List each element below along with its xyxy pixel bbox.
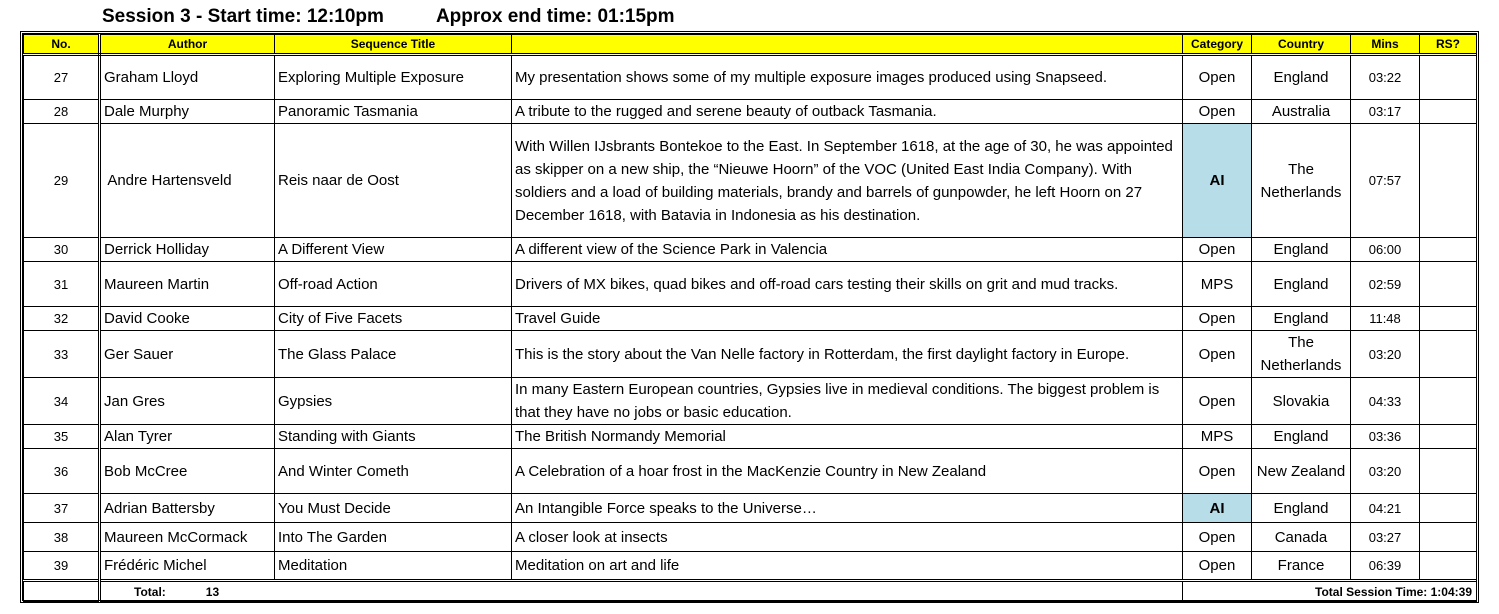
row-no: 35 [24,425,100,449]
row-country: England [1252,494,1351,523]
row-title: And Winter Cometh [275,449,512,494]
row-mins: 06:39 [1351,552,1420,581]
col-header-title: Sequence Title [275,35,512,55]
total-session-time [1183,581,1477,602]
row-rs [1420,55,1477,100]
row-rs [1420,523,1477,552]
row-mins: 03:17 [1351,100,1420,124]
row-author: Andre Hartensveld [100,124,275,238]
table-row [24,307,1477,331]
header-row [24,35,1477,55]
row-description: A different view of the Science Park in Valencia [512,238,1183,262]
row-category: AI [1183,494,1252,523]
schedule-table-frame [20,31,1479,603]
row-title: Gypsies [275,378,512,425]
row-mins: 11:48 [1351,307,1420,331]
row-rs [1420,331,1477,378]
row-no: 33 [24,331,100,378]
row-description: My presentation shows some of my multiple exposure images produced using Snapseed. [512,55,1183,100]
table-row [24,552,1477,581]
table-row [24,124,1477,238]
row-author: Jan Gres [100,378,275,425]
row-description: Travel Guide [512,307,1183,331]
col-header-country: Country [1252,35,1351,55]
row-rs [1420,449,1477,494]
totals-row [24,581,1477,602]
row-description: An Intangible Force speaks to the Universe… [512,494,1183,523]
total-label: Total: [134,584,166,599]
row-country: England [1252,262,1351,307]
row-title: The Glass Palace [275,331,512,378]
row-country: France [1252,552,1351,581]
row-no: 37 [24,494,100,523]
row-description: This is the story about the Van Nelle factory in Rotterdam, the first daylight factory in Europe. [512,331,1183,378]
row-rs [1420,262,1477,307]
row-title: Standing with Giants [275,425,512,449]
row-country: The Netherlands [1252,124,1351,238]
row-author: Derrick Holliday [100,238,275,262]
row-country: England [1252,307,1351,331]
row-country: England [1252,425,1351,449]
row-title: Into The Garden [275,523,512,552]
row-description: In many Eastern European countries, Gypsies live in medieval conditions. The biggest problem is that they have no jobs or basic education. [512,378,1183,425]
row-category: Open [1183,378,1252,425]
table-row [24,100,1477,124]
row-author: Graham Lloyd [100,55,275,100]
row-no: 38 [24,523,100,552]
row-rs [1420,238,1477,262]
row-rs [1420,378,1477,425]
row-rs [1420,307,1477,331]
col-header-description [512,35,1183,55]
row-mins: 06:00 [1351,238,1420,262]
row-no: 29 [24,124,100,238]
row-author: Maureen McCormack [100,523,275,552]
session-time-value: 1:04:39 [1430,584,1472,599]
session-header [102,5,675,29]
row-author: Alan Tyrer [100,425,275,449]
row-no: 27 [24,55,100,100]
row-title: Off-road Action [275,262,512,307]
schedule-table [23,34,1477,602]
row-rs [1420,100,1477,124]
totals-spacer [24,581,100,602]
table-row [24,425,1477,449]
row-mins: 03:20 [1351,449,1420,494]
col-header-category: Category [1183,35,1252,55]
row-category: Open [1183,552,1252,581]
row-mins: 03:36 [1351,425,1420,449]
col-header-rs: RS? [1420,35,1477,55]
row-no: 30 [24,238,100,262]
row-category: Open [1183,55,1252,100]
col-header-no: No. [24,35,100,55]
row-no: 34 [24,378,100,425]
row-mins: 03:20 [1351,331,1420,378]
row-mins: 03:22 [1351,55,1420,100]
session-time-label: Total Session Time: [1315,584,1428,599]
table-row [24,494,1477,523]
row-description: A closer look at insects [512,523,1183,552]
row-mins: 04:33 [1351,378,1420,425]
row-title: Meditation [275,552,512,581]
row-description: With Willen IJsbrants Bontekoe to the East. In September 1618, at the age of 30, he was appointed as skipper on a new ship, the “Nieuwe Hoorn” of the VOC (United East India Company). With soldiers and a load of building materials, brandy and barrels of gunpowder, he left Hoorn on 27 December 1618, with Batavia in Indonesia as his destination. [512,124,1183,238]
row-title: A Different View [275,238,512,262]
table-row [24,523,1477,552]
row-no: 39 [24,552,100,581]
row-mins: 07:57 [1351,124,1420,238]
row-category: Open [1183,238,1252,262]
row-category: MPS [1183,262,1252,307]
row-category: Open [1183,523,1252,552]
row-author: Bob McCree [100,449,275,494]
row-description: The British Normandy Memorial [512,425,1183,449]
row-rs [1420,425,1477,449]
table-row [24,238,1477,262]
row-description: A Celebration of a hoar frost in the MacKenzie Country in New Zealand [512,449,1183,494]
table-row [24,262,1477,307]
row-category: Open [1183,331,1252,378]
table-row [24,449,1477,494]
row-title: You Must Decide [275,494,512,523]
row-author: Adrian Battersby [100,494,275,523]
table-row [24,55,1477,100]
row-author: Maureen Martin [100,262,275,307]
total-count-value: 13 [205,584,220,599]
session-end-time: Approx end time: 01:15pm [435,6,675,27]
row-author: Ger Sauer [100,331,275,378]
row-category: Open [1183,100,1252,124]
row-title: City of Five Facets [275,307,512,331]
col-header-author: Author [100,35,275,55]
row-title: Exploring Multiple Exposure [275,55,512,100]
row-description: A tribute to the rugged and serene beauty of outback Tasmania. [512,100,1183,124]
row-description: Drivers of MX bikes, quad bikes and off-road cars testing their skills on grit and mud tracks. [512,262,1183,307]
row-country: England [1252,238,1351,262]
table-row [24,378,1477,425]
session-start-time: Session 3 - Start time: 12:10pm [102,6,384,27]
row-country: Australia [1252,100,1351,124]
row-country: Canada [1252,523,1351,552]
row-country: England [1252,55,1351,100]
col-header-mins: Mins [1351,35,1420,55]
row-category: Open [1183,449,1252,494]
row-title: Reis naar de Oost [275,124,512,238]
row-category: Open [1183,307,1252,331]
row-no: 28 [24,100,100,124]
row-no: 32 [24,307,100,331]
total-count [100,581,1183,602]
row-category: AI [1183,124,1252,238]
row-rs [1420,124,1477,238]
row-title: Panoramic Tasmania [275,100,512,124]
row-country: Slovakia [1252,378,1351,425]
row-description: Meditation on art and life [512,552,1183,581]
row-category: MPS [1183,425,1252,449]
row-author: David Cooke [100,307,275,331]
row-rs [1420,552,1477,581]
row-mins: 02:59 [1351,262,1420,307]
row-country: New Zealand [1252,449,1351,494]
row-mins: 03:27 [1351,523,1420,552]
row-mins: 04:21 [1351,494,1420,523]
row-no: 31 [24,262,100,307]
row-no: 36 [24,449,100,494]
table-row [24,331,1477,378]
row-author: Dale Murphy [100,100,275,124]
row-country: The Netherlands [1252,331,1351,378]
row-rs [1420,494,1477,523]
row-author: Frédéric Michel [100,552,275,581]
